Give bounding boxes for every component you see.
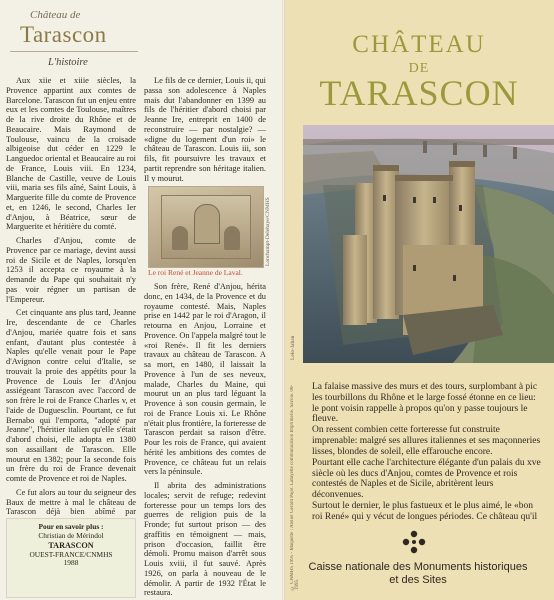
paragraph: Aux xiie et xiiie siècles, la Provence appartint aux comtes de Barcelone. Tarascon fut un enjeu entre eux et les comtes de Toulouse, maîtres de la rive droite du Rhône et de Beaucaire. Mais Raymond de Toulouse, vaincu de la croisade albigeoise dut céder en 1229 le Languedoc oriental et Beaucaire au roi de France, Louis viii. En 1234, Blanche de Castille, veuve de Louis viii, maria ses fils aîné, Saint Louis, à Marguerite fille du comte de Provence et, en 1246, le second, Charles Ier d'Anjou, à Béatrice, sœur de Marguerite et héritière du comté. bbox=[6, 76, 136, 232]
left-column bbox=[6, 0, 138, 600]
book-title: TARASCON bbox=[48, 540, 94, 550]
relief-photo bbox=[148, 186, 264, 268]
paragraph: Surtout le dernier, le plus fastueux et le plus aimé, le «bon roi René» qui y vécut de longues périodes. Ce château qu'il bbox=[312, 501, 538, 522]
left-header-title: Tarascon bbox=[20, 22, 107, 47]
relief-credit: Lonchampt-Delehaye/CNMHS bbox=[265, 197, 271, 266]
institution-line2: et des Sites bbox=[389, 574, 447, 587]
institution-line1: Caisse nationale des Monuments historiques bbox=[308, 561, 528, 573]
paragraph: Pourtant elle cache l'architecture élégante d'un palais du xve siècle où les ducs d'Anjou, comtes de Provence et rois contestés de Naples et de Sicile, abritèrent leurs déconvenues. bbox=[312, 457, 541, 501]
paragraph: Le fils de ce dernier, Louis ii, qui passa son adolescence à Naples mais dut l'abandonner en 1399 au fils de l'héritier d'abord choisi par Jeanne Ire, entreprit en 1400 de reconstruire — par nostalgie? — «digne du logement d'un roi» le château de Tarascon. Louis iii, son fils, fit poursuivre les travaux et partit reprendre son héritage italien. Il y mourut. bbox=[144, 76, 266, 182]
cover-title-line2: DE bbox=[408, 61, 430, 76]
castle-aerial-photo bbox=[303, 125, 554, 363]
middle-column bbox=[144, 0, 271, 600]
further-reading-box bbox=[6, 518, 136, 598]
relief-caption: Le roi René et Jeanne de Laval. bbox=[148, 268, 243, 277]
paragraph: La falaise massive des murs et des tours, surplombant à pic les tourbillons du Rhône et le large fossé étonne en ce lieu: le pont voisin rappelle à propos qu'on y passe toujours le fleuve. bbox=[312, 382, 538, 425]
year: 1988 bbox=[63, 558, 79, 568]
author-name: Christian de Mérindol bbox=[38, 530, 104, 540]
cnmhs-logo-icon bbox=[399, 528, 429, 558]
history-text-col1 bbox=[6, 76, 136, 516]
institution-name bbox=[296, 561, 540, 587]
history-text-col2-top bbox=[144, 76, 266, 182]
section-title: L'histoire bbox=[48, 57, 88, 68]
relief-figure-king bbox=[172, 226, 188, 250]
paragraph: On ressent combien cette forteresse fut construite imprenable: malgré ses allures italiennes et ses maçonneries lisses, blondes de soleil, elle effarouche encore. bbox=[312, 425, 541, 457]
copyright-notice: © CNMHS 1995 - Maquette : Atelier Gérard Pajot. Lafayette communication Imprimerie. Savoie. 08-1995. bbox=[290, 384, 300, 590]
relief-figure-queen bbox=[224, 226, 240, 250]
cover-title-line3: TARASCON bbox=[319, 73, 519, 113]
photo-credit: Lelo-Jahan bbox=[290, 335, 296, 360]
cover-description bbox=[312, 382, 544, 522]
paragraph: Il abrita des administrations locales; servit de refuge; redevint forteresse pour un temps lors des guerres de religion puis de la Fronde; fut surtout prison — des graffitis en témoignent — mais, prison d'occasion, faillit être démoli. Promu maison d'arrêt sous Louis xviii, il fut sauvé. Après 1926, on parla à nouveau de le démolir. A partir de 1932 l'État le restaura. bbox=[144, 481, 266, 598]
paragraph: Son frère, René d'Anjou, hérita donc, en 1434, de la Provence et du royaume contesté. Mais, Naples prise en 1442 par le roi d'Aragon, il retourna en Anjou, Lorraine et Provence. On l'appela malgré tout le «roi René». Il fit les derniers travaux au château de Tarascon. A sa mort, en 1480, il laissait la Provence à l'un de ses neveux, malade, Charles du Maine, qui mourut un an plus tard léguant la Provence à son cousin germain, le roi de France Louis xi. Le Rhône n'était plus frontière, la forteresse de Tarascon perdait sa raison d'être. Pour les rois de France, qui avaient hérité les ambitions des comtes de Provence, ce château fut un relais vers la péninsule. bbox=[144, 282, 266, 477]
castle-photo-svg bbox=[303, 125, 554, 363]
left-header-subtitle: Château de bbox=[30, 9, 81, 21]
relief-panel bbox=[161, 195, 251, 259]
further-reading-title: Pour en savoir plus : bbox=[38, 522, 104, 531]
history-text-col2 bbox=[144, 282, 266, 598]
relief-arch bbox=[194, 204, 220, 244]
paragraph: Ce fut alors au tour du seigneur des Baux de mettre à mal le château de Tarascon déjà bien abîmé par bbox=[6, 487, 136, 516]
paragraph: Charles d'Anjou, comte de Provence par ce mariage, devint aussi roi de Sicile et de Naples, lorsqu'en 1253 il accepta ce royaume à la demande du Pape qui souhaitait n'y pas voir régner un partisan de l'Empereur. bbox=[6, 236, 136, 304]
publisher: OUEST-FRANCE/CNMHS bbox=[29, 549, 113, 559]
paragraph: Cet cinquante ans plus tard, Jeanne Ire, descendante de ce Charles d'Anjou, mariée quatre fois et sans enfant, d'autant plus contestée à Naples qu'elle venait pour le Pape d'Avignon contre celui d'Italie, se trouvait la proie des appétits pour la Provence de Louis Ier d'Anjou assiégeant Tarascon avec l'accord de son frère le roi de France Charles v, et l'aide de Duguesclin. Pourtant, ce fut Bernabo qui l'emporta, "adopté par Jeanne", l'héritier italien qu'elle s'était d'abord choisi, elle adopta en 1380 son assaillant de Tarascon. Elle mourut en 1382; pour la seconde fois un frère du roi de France devenait comte de Provence et roi de Naples. bbox=[6, 308, 136, 483]
divider bbox=[10, 51, 138, 52]
cover-title-line1: CHÂTEAU bbox=[352, 31, 486, 58]
